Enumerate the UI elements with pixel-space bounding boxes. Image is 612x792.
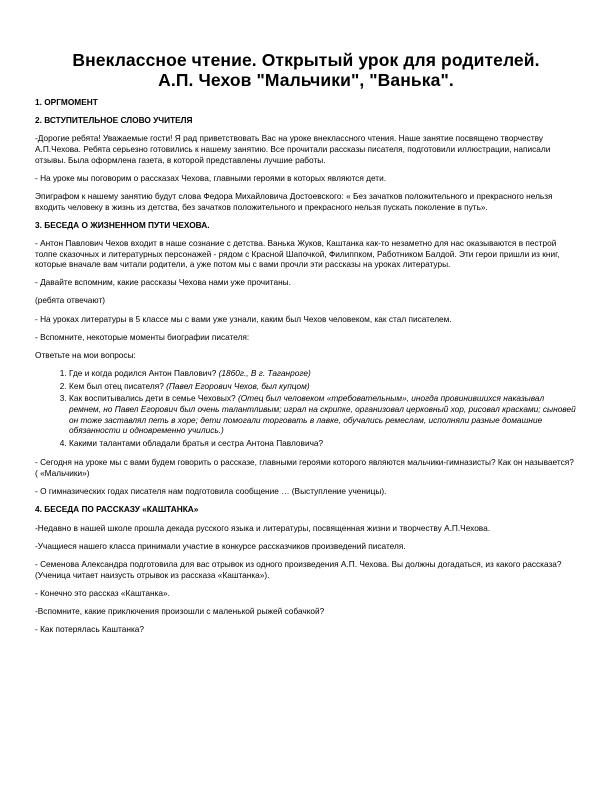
section-heading-intro: 2. ВСТУПИТЕЛЬНОЕ СЛОВО УЧИТЕЛЯ — [35, 115, 193, 126]
question-text: Где и когда родился Антон Павлович? — [69, 368, 217, 379]
document-title-line-2: А.П. Чехов "Мальчики", "Ванька". — [158, 70, 454, 90]
paragraph: - Сегодня на уроке мы с вами будем говорить о рассказе, главными героями которого являются мальчики-гимназисты? Как он называется? ( «Мальчики») — [35, 457, 574, 478]
document-body — [35, 97, 577, 642]
questions-list — [35, 368, 577, 448]
paragraph: -Учащиеся нашего класса принимали участие в конкурсе рассказчиков произведений писателя. — [35, 540, 406, 551]
question-text: Какими талантами обладали братья и сестра Антона Павловича? — [69, 437, 324, 448]
answer-text: (1860г., В г. Таганроге) — [218, 368, 311, 379]
answer-text: (Павел Егорович Чехов, был купцом) — [166, 380, 310, 391]
paragraph: - Семенова Александра подготовила для вас отрывок из одного произведения А.П. Чехова. Вы должны догадаться, из какого рассказа? (Ученица читает наизусть отрывок из рассказа «Каштанка»). — [35, 558, 562, 580]
paragraph: - Вспомните, некоторые моменты биографии писателя: — [35, 331, 250, 342]
paragraph: - Как потерялась Каштанка? — [35, 624, 144, 635]
question-item — [69, 393, 577, 435]
paragraph: - На уроке мы поговорим о рассказах Чехова, главными героями в которых являются дети. — [35, 172, 387, 183]
question-text: Как воспитывались дети в семье Чеховых? — [69, 393, 236, 404]
question-item — [69, 368, 577, 379]
paragraph: Ответьте на мои вопросы: — [35, 350, 136, 361]
paragraph: - Антон Павлович Чехов входит в наше сознание с детства. Ванька Жуков, Каштанка как-то незаметно для нас оказываются в пестрой толпе сказочных и литературных персонажей - рядом с Красной Шапочкой, Филиппком, Работником Балдой. Эти герои пришли из книг, которые вначале вам читали родители, а уже потом мы с вами прочли эти рассказы на уроках литературы. — [35, 237, 560, 270]
paragraph: -Дорогие ребята! Уважаемые гости! Я рад приветствовать Вас на уроке внеклассного чтения. Наше занятие посвящено творчеству А.П.Чехова. Ребята серьезно готовились к нашему занятию. Все прочитали рассказы писателя, подготовили иллюстрации, написали отзывы. Была оформлена газета, в которой представлены лучшие работы. — [35, 133, 551, 165]
paragraph-epigraph: Эпиграфом к нашему занятию будут слова Федора Михайловича Достоевского: « Без зачатков положительного и прекрасного нельзя входить человеку в жизнь из детства, без зачатков положительного и прекрасного нельзя пускать поколение в путь». — [35, 190, 553, 212]
paragraph: - На уроках литературы в 5 классе мы с вами уже узнали, каким был Чехов человеком, как стал писателем. — [35, 313, 452, 324]
paragraph: - О гимназических годах писателя нам подготовила сообщение … (Выступление ученицы). — [35, 486, 387, 497]
question-text: Кем был отец писателя? — [69, 380, 164, 391]
section-heading-biography: 3. БЕСЕДА О ЖИЗНЕННОМ ПУТИ ЧЕХОВА. — [35, 219, 210, 230]
question-item — [69, 438, 577, 449]
paragraph: -Недавно в нашей школе прошла декада русского языка и литературы, посвященная жизни и творчеству А.П.Чехова. — [35, 522, 491, 533]
paragraph: (ребята отвечают) — [35, 295, 106, 306]
answer-text: (Отец был человеком «требовательным», иногда провинившихся наказывал ремнем, но Павел Егорович был очень талантливым; играл на скрипке, организовал церковный хор, рисовал красками; сыновей он тоже заставлял петь в хоре; дети помогали торговать в лавке, обучались ремеслам, исполняли разные домашние обязанности и одновременно учились.) — [69, 393, 576, 436]
paragraph: - Конечно это рассказ «Каштанка». — [35, 587, 170, 598]
section-heading-orgmoment: 1. ОРГМОМЕНТ — [35, 97, 98, 107]
section-heading-kashtanka: 4. БЕСЕДА ПО РАССКАЗУ «КАШТАНКА» — [35, 504, 199, 515]
paragraph: -Вспомните, какие приключения произошли с маленькой рыжей собачкой? — [35, 605, 325, 616]
question-item — [69, 381, 577, 392]
document-title-line-1: Внеклассное чтение. Открытый урок для родителей. — [72, 50, 540, 70]
paragraph: - Давайте вспомним, какие рассказы Чехова нами уже прочитаны. — [35, 277, 291, 288]
